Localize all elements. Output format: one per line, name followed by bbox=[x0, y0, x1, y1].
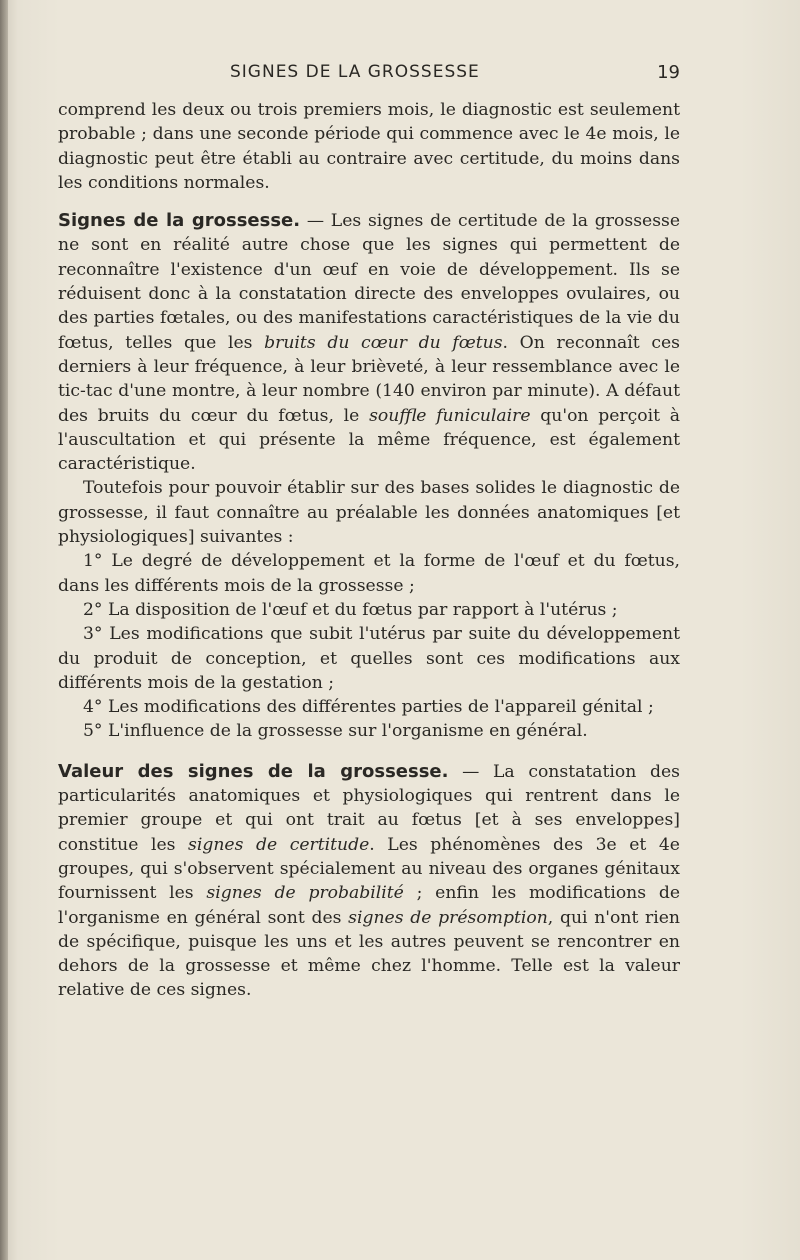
emphasis-souffle: souffle funiculaire bbox=[369, 405, 531, 426]
intro-paragraph: comprend les deux ou trois premiers mois, le diagnostic est seulement probable ; dans une seconde période qui commence avec le 4e mois, le diagnostic peut être établi au contraire avec certitude, du moins dans les conditions normales. bbox=[58, 100, 680, 193]
list-item: 1° Le degré de développement et la forme de l'œuf et du fœtus, dans les différents mois de la grossesse ; bbox=[58, 551, 680, 596]
emphasis-bruits: bruits du cœur du fœtus bbox=[264, 332, 503, 353]
emphasis-probabilite: signes de probabilité bbox=[206, 883, 404, 904]
list-item: 2° La disposition de l'œuf et du fœtus par rapport à l'utérus ; bbox=[83, 599, 618, 620]
page-number: 19 bbox=[657, 62, 680, 83]
page-binding-edge bbox=[0, 0, 8, 1260]
running-title: SIGNES DE LA GROSSESSE bbox=[230, 62, 480, 82]
text-run: . Les phénomènes des 3e et 4e groupes, qui s'observent spécialement au niveau des organes génitaux fournissent les bbox=[58, 834, 680, 904]
text-run: . On reconnaît ces derniers à leur fréquence, à leur brièveté, à leur ressemblance avec le tic-tac d'une montre, à leur nombre (140 environ par minute). A défaut des bruits du cœur du fœtus, le bbox=[58, 332, 680, 426]
text-run: ; enfin les modifications de l'organisme en général sont des bbox=[58, 883, 681, 928]
list-item: 5° L'influence de la grossesse sur l'organisme en général. bbox=[83, 721, 588, 742]
text-run: — Les signes de certitude de la grossesse ne sont en réalité autre chose que les signes qui permettent de reconnaître l'existence d'un œuf en voie de développement. Ils se réduisent donc à la constatation directe des enveloppes ovulaires, ou des parties fœtales, ou des manifestations caractéristiques de la vie du fœtus, telles que les bbox=[58, 211, 680, 353]
text-run: , qui n'ont rien de spécifique, puisque les uns et les autres peuvent se rencontrer en dehors de la grossesse et même chez l'homme. Telle est la valeur relative de ces signes. bbox=[58, 907, 680, 1001]
section-heading-signes: Signes de la grossesse. bbox=[58, 210, 301, 232]
list-item: 4° Les modifications des différentes parties de l'appareil génital ; bbox=[83, 697, 654, 718]
page-body bbox=[58, 98, 680, 1003]
text-run: — La constatation des particularités anatomiques et physiologiques qui rentrent dans le premier groupe et qui ont trait au fœtus [et à ses enveloppes] constitue les bbox=[58, 761, 680, 855]
page-header bbox=[58, 62, 680, 86]
text-run: qu'on perçoit à l'auscultation et qui présente la même fréquence, est également caractéristique. bbox=[58, 405, 681, 475]
section-valeur bbox=[58, 760, 680, 1003]
section-signes bbox=[58, 209, 680, 744]
section-valeur-paragraph bbox=[58, 760, 680, 1003]
section-signes-paragraph bbox=[58, 209, 680, 476]
list-item: 3° Les modifications que subit l'utérus par suite du développement du produit de conception, et quelles sont ces modifications aux différents mois de la gestation ; bbox=[58, 624, 680, 693]
emphasis-presomption: signes de présomption bbox=[348, 907, 548, 928]
section-heading-valeur: Valeur des signes de la grossesse. bbox=[58, 760, 449, 782]
diagnostic-paragraph: Toutefois pour pouvoir établir sur des bases solides le diagnostic de grossesse, il faut connaître au préalable les données anatomiques [et physiologiques] suivantes : bbox=[58, 478, 680, 548]
emphasis-certitude: signes de certitude bbox=[188, 834, 370, 855]
